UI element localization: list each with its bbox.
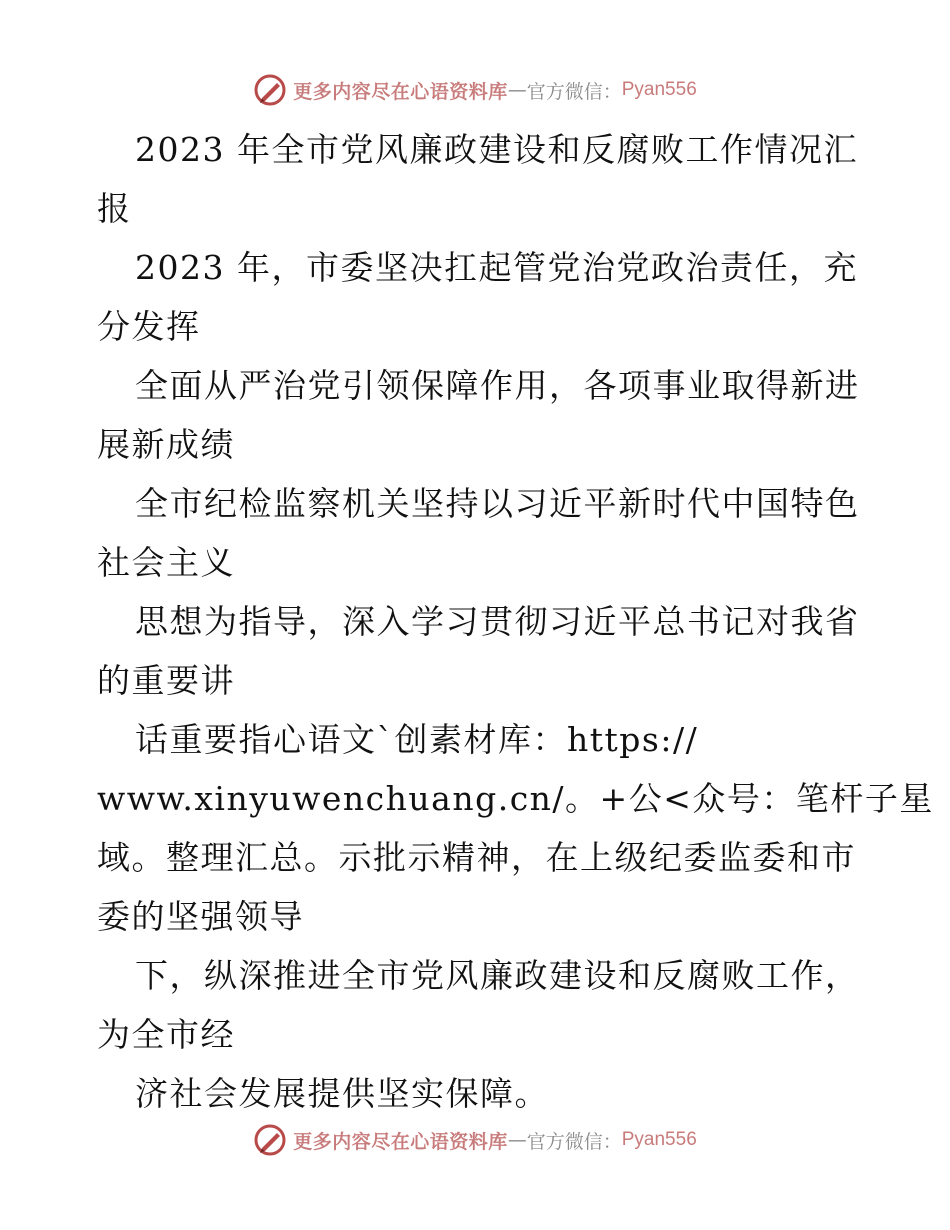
banner-main-text: 更多内容尽在心语资料库 <box>293 1130 508 1153</box>
pen-logo-icon <box>253 1123 287 1157</box>
banner-separator: — <box>507 79 527 101</box>
paragraph-line: 下，纵深推进全市党风廉政建设和反腐败工作， <box>135 956 860 995</box>
paragraph-line: 社会主义 <box>97 543 235 582</box>
banner-wechat-id: Pyan556 <box>621 79 697 100</box>
paragraph-line: 全面从严治党引领保障作用，各项事业取得新进 <box>135 366 860 405</box>
paragraph-line: 2023 年，市委坚决扛起管党治党政治责任，充 <box>135 248 858 287</box>
paragraph-line: 全市纪检监察机关坚持以习近平新时代中国特色 <box>135 484 860 523</box>
paragraph-line: 思想为指导，深入学习贯彻习近平总书记对我省 <box>135 602 860 641</box>
banner-wechat-id: Pyan556 <box>621 1129 697 1150</box>
pen-logo-icon <box>253 73 287 107</box>
paragraph-line: 域。整理汇总。示批示精神，在上级纪委监委和市 <box>97 838 856 877</box>
banner-wechat-label: 官方微信： <box>526 1130 622 1153</box>
paragraph-line: 分发挥 <box>97 307 201 346</box>
doc-title-line-2: 报 <box>97 189 132 228</box>
banner-wechat-label: 官方微信： <box>526 80 622 103</box>
paragraph-line: 话重要指心语文`创素材库：https:// <box>135 720 699 759</box>
document-body <box>97 120 934 1123</box>
paragraph-line: www.xinyuwenchuang.cn/。+公<众号：笔杆子星 <box>97 779 934 818</box>
paragraph-line: 委的坚强领导 <box>97 897 304 936</box>
doc-title-line-1: 2023 年全市党风廉政建设和反腐败工作情况汇 <box>135 130 858 169</box>
header-banner <box>0 70 950 110</box>
paragraph-line: 展新成绩 <box>97 425 235 464</box>
paragraph-line: 的重要讲 <box>97 661 235 700</box>
footer-banner <box>0 1120 950 1160</box>
paragraph-line: 为全市经 <box>97 1015 235 1054</box>
banner-separator: — <box>507 1129 527 1151</box>
paragraph-line: 济社会发展提供坚实保障。 <box>135 1074 549 1113</box>
banner-main-text: 更多内容尽在心语资料库 <box>293 80 508 103</box>
